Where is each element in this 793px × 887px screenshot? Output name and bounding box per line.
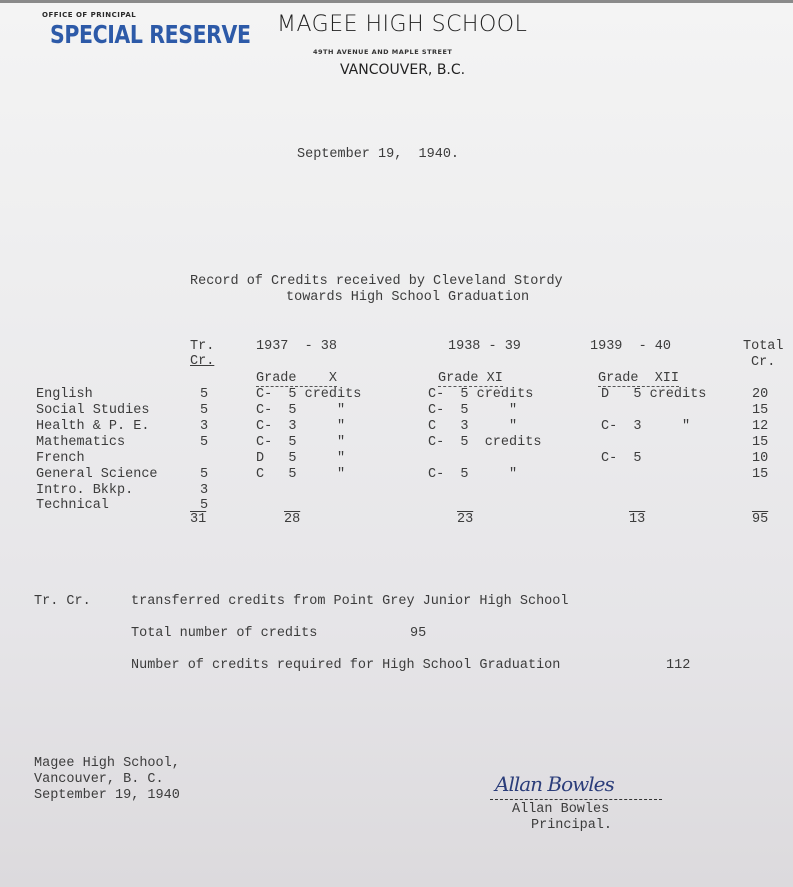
row-y2: C- 5 credits	[428, 387, 534, 402]
row-total: 10	[752, 451, 769, 466]
closing-line1: Magee High School,	[34, 756, 180, 771]
abbrev-label: Tr. Cr.	[34, 594, 91, 609]
row-total: 20	[752, 387, 769, 402]
row-y1: C- 5 "	[256, 435, 346, 450]
header-year-1939: 1939 - 40	[590, 339, 672, 354]
row-total: 15	[752, 435, 769, 450]
total-1937: 28	[284, 512, 301, 527]
row-subject: General Science	[36, 467, 158, 482]
row-y2: C- 5 "	[428, 403, 518, 418]
row-y1: D 5 "	[256, 451, 346, 466]
row-subject: Health & P. E.	[36, 419, 150, 434]
row-y1: C- 5 credits	[256, 387, 362, 402]
row-tr: 5	[200, 435, 209, 450]
required-credits-value: 112	[666, 658, 691, 673]
row-total: 15	[752, 403, 769, 418]
record-title-line2: towards High School Graduation	[286, 290, 530, 305]
school-name: MAGEE HIGH SCHOOL	[277, 12, 528, 37]
header-grade-xi: Grade XI	[438, 371, 503, 386]
header-total-cr: Cr.	[751, 355, 776, 370]
row-y3: C- 3 "	[601, 419, 691, 434]
row-y3: D 5 credits	[601, 387, 707, 402]
row-subject: Technical	[36, 498, 109, 513]
row-subject: Mathematics	[36, 435, 126, 450]
letter-date: September 19, 1940.	[297, 147, 460, 162]
row-y2: C- 5 "	[428, 467, 518, 482]
school-street: 49TH AVENUE AND MAPLE STREET	[313, 48, 453, 56]
school-city: VANCOUVER, B.C.	[340, 62, 466, 78]
row-subject: Intro. Bkkp.	[36, 483, 134, 498]
header-year-1937: 1937 - 38	[256, 339, 338, 354]
row-y1: C- 5 "	[256, 403, 346, 418]
row-y1: C 5 "	[256, 467, 346, 482]
office-label: OFFICE OF PRINCIPAL	[42, 11, 137, 19]
total-credits-value: 95	[410, 626, 427, 641]
row-subject: Social Studies	[36, 403, 150, 418]
total-1939: 13	[629, 512, 646, 527]
handwritten-signature: Allan Bowles	[495, 772, 614, 796]
header-grade-xii: Grade XII	[598, 371, 680, 386]
total-1938: 23	[457, 512, 474, 527]
required-credits-label: Number of credits required for High School Graduation	[131, 658, 561, 673]
row-tr: 3	[200, 483, 209, 498]
abbrev-explanation: transferred credits from Point Grey Junior High School	[131, 594, 569, 609]
row-tr: 5	[200, 467, 209, 482]
header-total: Total	[743, 339, 784, 354]
header-grade-x: Grade X	[256, 371, 338, 386]
row-tr: 3	[200, 419, 209, 434]
total-all: 95	[752, 512, 769, 527]
header-year-1938: 1938 - 39	[448, 339, 521, 354]
total-tr: 31	[190, 512, 207, 527]
row-y1: C- 3 "	[256, 419, 346, 434]
row-tr: 5	[200, 403, 209, 418]
row-subject: French	[36, 451, 85, 466]
header-cr: Cr.	[190, 354, 215, 369]
row-subject: English	[36, 387, 93, 402]
row-y2: C 3 "	[428, 419, 518, 434]
signatory-title: Principal.	[531, 818, 613, 833]
total-credits-label: Total number of credits	[131, 626, 318, 641]
signature-line	[490, 799, 662, 800]
row-tr: 5	[200, 498, 209, 513]
row-total: 15	[752, 467, 769, 482]
row-y3: C- 5	[601, 451, 642, 466]
signatory-name: Allan Bowles	[512, 802, 610, 817]
closing-line2: Vancouver, B. C.	[34, 772, 164, 787]
row-y2: C- 5 credits	[428, 435, 542, 450]
closing-line3: September 19, 1940	[34, 788, 180, 803]
header-tr: Tr.	[190, 339, 215, 354]
row-tr: 5	[200, 387, 209, 402]
special-reserve-stamp: SPECIAL RESERVE	[50, 20, 251, 49]
record-title-line1: Record of Credits received by Cleveland Stordy	[190, 274, 563, 289]
row-total: 12	[752, 419, 769, 434]
page-top-edge	[0, 0, 793, 3]
